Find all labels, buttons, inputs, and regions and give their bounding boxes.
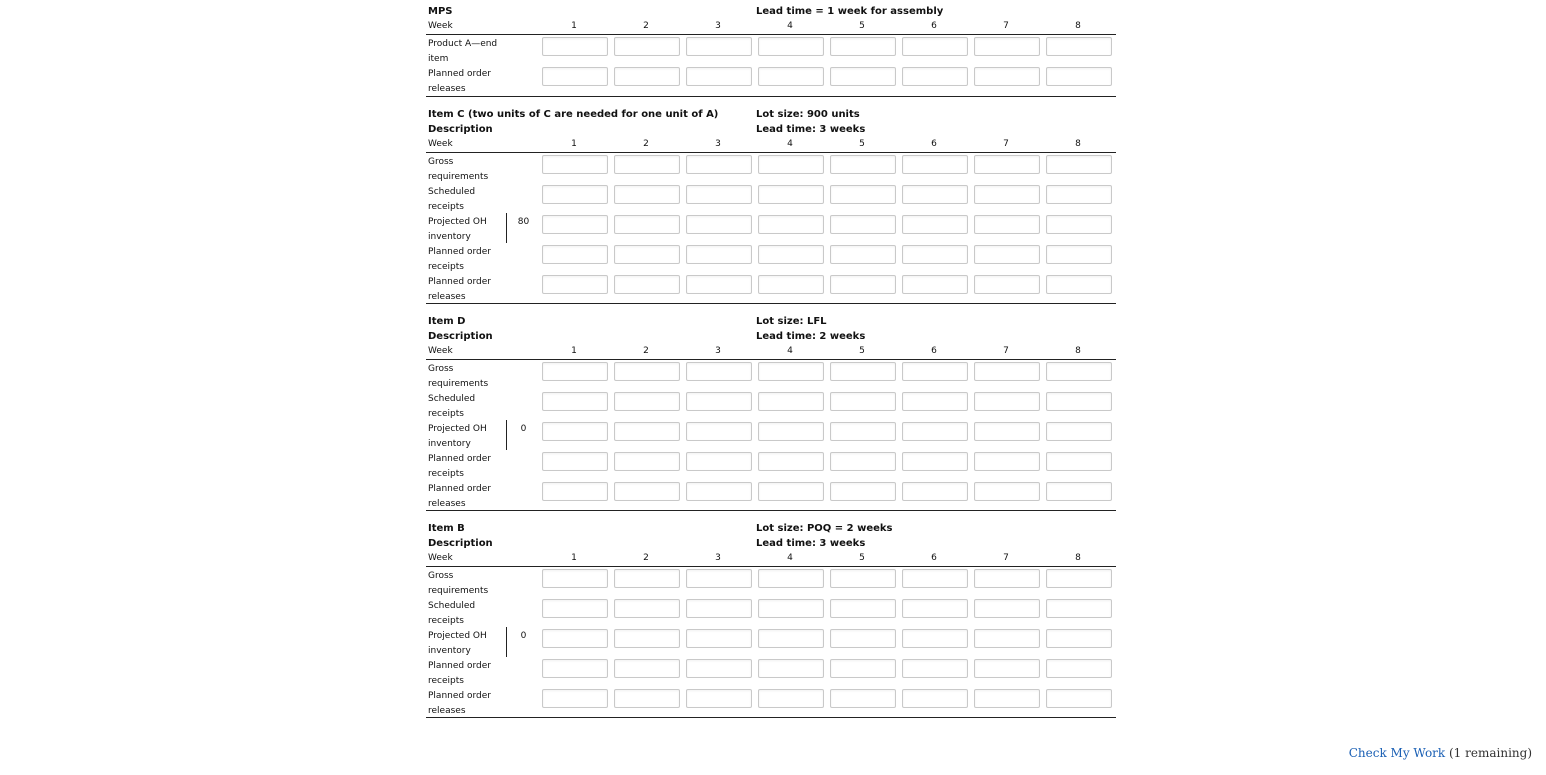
gross-requirements-week-8-input[interactable] (1046, 155, 1112, 174)
week-number-4: 4 (787, 139, 793, 149)
projected-oh-inventory-week-4-input[interactable] (758, 422, 824, 441)
planned-order-receipts-week-3-input[interactable] (686, 245, 752, 264)
week-header-row (426, 19, 1116, 35)
scheduled-receipts-row (426, 390, 1116, 420)
projected-oh-inventory-week-5-input[interactable] (830, 215, 896, 234)
gross-requirements-week-7-input[interactable] (974, 569, 1040, 588)
projected-oh-inventory-week-3-input[interactable] (686, 422, 752, 441)
planned-order-releases-week-1-input[interactable] (542, 67, 608, 86)
item-c-description-label: Description (428, 124, 493, 135)
scheduled-receipts-week-5-input[interactable] (830, 392, 896, 411)
projected-oh-inventory-week-7-input[interactable] (974, 422, 1040, 441)
planned-order-releases-week-2-input[interactable] (614, 689, 680, 708)
planned-order-releases-week-3-input[interactable] (686, 482, 752, 501)
projected-oh-inventory-week-4-input[interactable] (758, 629, 824, 648)
planned-order-releases-week-8-input[interactable] (1046, 689, 1112, 708)
product-a-end-item-week-2-input[interactable] (614, 37, 680, 56)
scheduled-receipts-week-4-input[interactable] (758, 185, 824, 204)
week-number-2: 2 (643, 346, 649, 356)
projected-oh-inventory-week-5-input[interactable] (830, 422, 896, 441)
week-number-7: 7 (1003, 139, 1009, 149)
item-b-section (426, 521, 1116, 718)
product-a-end-item-week-5-input[interactable] (830, 37, 896, 56)
planned-order-receipts-week-5-input[interactable] (830, 659, 896, 678)
planned-order-receipts-row (426, 243, 1116, 273)
projected-oh-inventory-week-3-input[interactable] (686, 629, 752, 648)
planned-order-receipts-week-5-input[interactable] (830, 245, 896, 264)
planned-order-releases-row (426, 480, 1116, 510)
week-number-8: 8 (1075, 553, 1081, 563)
gross-requirements-week-2-input[interactable] (614, 362, 680, 381)
week-number-7: 7 (1003, 21, 1009, 31)
scheduled-receipts-label: Scheduled receipts (428, 394, 476, 419)
planned-order-releases-week-4-input[interactable] (758, 689, 824, 708)
gross-requirements-week-7-input[interactable] (974, 155, 1040, 174)
mps-section (426, 4, 1116, 97)
planned-order-releases-week-4-input[interactable] (758, 67, 824, 86)
planned-order-releases-week-3-input[interactable] (686, 689, 752, 708)
scheduled-receipts-week-4-input[interactable] (758, 599, 824, 618)
scheduled-receipts-week-6-input[interactable] (902, 599, 968, 618)
item-c-lead-time: Lead time: 3 weeks (756, 124, 866, 135)
week-number-3: 3 (715, 553, 721, 563)
planned-order-releases-week-8-input[interactable] (1046, 275, 1112, 294)
scheduled-receipts-week-1-input[interactable] (542, 392, 608, 411)
gross-requirements-label: Gross requirements (428, 364, 489, 389)
gross-requirements-row (426, 153, 1116, 183)
planned-order-receipts-week-5-input[interactable] (830, 452, 896, 471)
gross-requirements-week-3-input[interactable] (686, 569, 752, 588)
gross-requirements-row (426, 567, 1116, 597)
week-number-2: 2 (643, 139, 649, 149)
scheduled-receipts-week-5-input[interactable] (830, 185, 896, 204)
item-c-title: Item C (two units of C are needed for one unit of A) (428, 109, 719, 120)
gross-requirements-week-1-input[interactable] (542, 155, 608, 174)
planned-order-releases-week-1-input[interactable] (542, 482, 608, 501)
planned-order-receipts-week-7-input[interactable] (974, 245, 1040, 264)
planned-order-releases-label: Planned order releases (428, 277, 491, 302)
planned-order-releases-week-5-input[interactable] (830, 275, 896, 294)
planned-order-releases-week-5-input[interactable] (830, 482, 896, 501)
week-label: Week (428, 553, 453, 563)
planned-order-releases-week-8-input[interactable] (1046, 482, 1112, 501)
planned-order-releases-week-7-input[interactable] (974, 689, 1040, 708)
planned-order-releases-row (426, 273, 1116, 303)
initial-inventory-value: 0 (506, 420, 540, 450)
gross-requirements-week-1-input[interactable] (542, 569, 608, 588)
product-a-end-item-week-8-input[interactable] (1046, 37, 1112, 56)
scheduled-receipts-week-7-input[interactable] (974, 599, 1040, 618)
week-header-row (426, 551, 1116, 567)
planned-order-releases-week-4-input[interactable] (758, 275, 824, 294)
planned-order-releases-week-6-input[interactable] (902, 67, 968, 86)
planned-order-releases-week-6-input[interactable] (902, 482, 968, 501)
week-number-5: 5 (859, 346, 865, 356)
product-a-end-item-week-7-input[interactable] (974, 37, 1040, 56)
planned-order-releases-week-4-input[interactable] (758, 482, 824, 501)
planned-order-releases-week-3-input[interactable] (686, 275, 752, 294)
item-b-title-row (426, 521, 1116, 536)
item-b-lead-time: Lead time: 3 weeks (756, 538, 866, 549)
week-number-7: 7 (1003, 553, 1009, 563)
mps-lead-time: Lead time = 1 week for assembly (756, 6, 944, 17)
scheduled-receipts-row (426, 597, 1116, 627)
gross-requirements-week-6-input[interactable] (902, 155, 968, 174)
projected-oh-inventory-week-4-input[interactable] (758, 215, 824, 234)
planned-order-releases-week-2-input[interactable] (614, 67, 680, 86)
scheduled-receipts-week-3-input[interactable] (686, 599, 752, 618)
week-label: Week (428, 21, 453, 31)
planned-order-releases-week-5-input[interactable] (830, 689, 896, 708)
projected-oh-inventory-week-3-input[interactable] (686, 215, 752, 234)
planned-order-receipts-week-7-input[interactable] (974, 659, 1040, 678)
scheduled-receipts-week-1-input[interactable] (542, 599, 608, 618)
planned-order-receipts-row (426, 657, 1116, 687)
week-number-1: 1 (571, 21, 577, 31)
product-a-end-item-week-4-input[interactable] (758, 37, 824, 56)
planned-order-receipts-week-4-input[interactable] (758, 245, 824, 264)
mrp-worksheet (426, 4, 1116, 718)
gross-requirements-week-2-input[interactable] (614, 569, 680, 588)
planned-order-receipts-week-2-input[interactable] (614, 452, 680, 471)
week-number-5: 5 (859, 139, 865, 149)
gross-requirements-label: Gross requirements (428, 571, 489, 596)
week-number-6: 6 (931, 139, 937, 149)
scheduled-receipts-week-6-input[interactable] (902, 185, 968, 204)
projected-oh-inventory-week-8-input[interactable] (1046, 215, 1112, 234)
planned-order-receipts-label: Planned order receipts (428, 247, 491, 272)
product-a-end-item-week-3-input[interactable] (686, 37, 752, 56)
projected-oh-inventory-week-8-input[interactable] (1046, 629, 1112, 648)
scheduled-receipts-week-5-input[interactable] (830, 599, 896, 618)
planned-order-releases-row (426, 65, 1116, 95)
planned-order-receipts-week-8-input[interactable] (1046, 245, 1112, 264)
gross-requirements-week-8-input[interactable] (1046, 362, 1112, 381)
planned-order-receipts-week-3-input[interactable] (686, 659, 752, 678)
week-number-1: 1 (571, 553, 577, 563)
projected-oh-inventory-week-1-input[interactable] (542, 629, 608, 648)
initial-inventory-value: 0 (506, 627, 540, 657)
planned-order-releases-week-6-input[interactable] (902, 689, 968, 708)
gross-requirements-week-3-input[interactable] (686, 155, 752, 174)
planned-order-receipts-week-8-input[interactable] (1046, 452, 1112, 471)
gross-requirements-week-8-input[interactable] (1046, 569, 1112, 588)
planned-order-releases-label: Planned order releases (428, 484, 491, 509)
gross-requirements-week-2-input[interactable] (614, 155, 680, 174)
scheduled-receipts-week-3-input[interactable] (686, 392, 752, 411)
projected-oh-inventory-label: Projected OH inventory (428, 631, 487, 656)
planned-order-receipts-week-7-input[interactable] (974, 452, 1040, 471)
scheduled-receipts-label: Scheduled receipts (428, 187, 476, 212)
item-b-description-label: Description (428, 538, 493, 549)
scheduled-receipts-week-8-input[interactable] (1046, 392, 1112, 411)
scheduled-receipts-week-8-input[interactable] (1046, 185, 1112, 204)
week-header-row (426, 344, 1116, 360)
planned-order-releases-week-7-input[interactable] (974, 482, 1040, 501)
projected-oh-inventory-week-5-input[interactable] (830, 629, 896, 648)
planned-order-receipts-week-6-input[interactable] (902, 659, 968, 678)
item-b-description-row (426, 536, 1116, 551)
week-number-8: 8 (1075, 346, 1081, 356)
planned-order-receipts-label: Planned order receipts (428, 661, 491, 686)
projected-oh-inventory-week-2-input[interactable] (614, 422, 680, 441)
remaining-attempts: (1 remaining) (1449, 746, 1532, 760)
item-c-lot-size: Lot size: 900 units (756, 109, 860, 120)
gross-requirements-label: Gross requirements (428, 157, 489, 182)
item-b-lot-size: Lot size: POQ = 2 weeks (756, 523, 893, 534)
week-number-6: 6 (931, 553, 937, 563)
projected-oh-inventory-week-6-input[interactable] (902, 629, 968, 648)
planned-order-receipts-week-2-input[interactable] (614, 245, 680, 264)
week-number-4: 4 (787, 21, 793, 31)
scheduled-receipts-row (426, 183, 1116, 213)
projected-oh-inventory-week-2-input[interactable] (614, 629, 680, 648)
week-number-3: 3 (715, 139, 721, 149)
scheduled-receipts-week-3-input[interactable] (686, 185, 752, 204)
planned-order-receipts-label: Planned order receipts (428, 454, 491, 479)
planned-order-releases-week-7-input[interactable] (974, 275, 1040, 294)
check-my-work-link[interactable]: Check My Work (1348, 746, 1446, 760)
week-number-2: 2 (643, 553, 649, 563)
week-number-1: 1 (571, 139, 577, 149)
week-number-3: 3 (715, 21, 721, 31)
item-d-title: Item D (428, 316, 466, 327)
product-a-end-item-row (426, 35, 1116, 65)
projected-oh-inventory-week-2-input[interactable] (614, 215, 680, 234)
product-a-end-item-week-6-input[interactable] (902, 37, 968, 56)
planned-order-releases-week-2-input[interactable] (614, 275, 680, 294)
projected-oh-inventory-week-1-input[interactable] (542, 215, 608, 234)
planned-order-releases-week-6-input[interactable] (902, 275, 968, 294)
week-number-8: 8 (1075, 139, 1081, 149)
planned-order-receipts-week-4-input[interactable] (758, 659, 824, 678)
planned-order-receipts-week-4-input[interactable] (758, 452, 824, 471)
gross-requirements-week-5-input[interactable] (830, 569, 896, 588)
planned-order-receipts-week-1-input[interactable] (542, 659, 608, 678)
scheduled-receipts-week-2-input[interactable] (614, 185, 680, 204)
week-label: Week (428, 139, 453, 149)
projected-oh-inventory-row (426, 213, 1116, 243)
scheduled-receipts-week-4-input[interactable] (758, 392, 824, 411)
item-c-title-row (426, 107, 1116, 122)
planned-order-releases-week-7-input[interactable] (974, 67, 1040, 86)
gross-requirements-week-4-input[interactable] (758, 155, 824, 174)
planned-order-releases-label: Planned order releases (428, 691, 491, 716)
projected-oh-inventory-week-8-input[interactable] (1046, 422, 1112, 441)
item-c-description-row (426, 122, 1116, 137)
gross-requirements-week-6-input[interactable] (902, 362, 968, 381)
week-number-7: 7 (1003, 346, 1009, 356)
planned-order-releases-week-2-input[interactable] (614, 482, 680, 501)
week-number-6: 6 (931, 346, 937, 356)
scheduled-receipts-week-6-input[interactable] (902, 392, 968, 411)
product-a-end-item-week-1-input[interactable] (542, 37, 608, 56)
gross-requirements-week-7-input[interactable] (974, 362, 1040, 381)
planned-order-receipts-week-8-input[interactable] (1046, 659, 1112, 678)
gross-requirements-week-4-input[interactable] (758, 362, 824, 381)
week-number-6: 6 (931, 21, 937, 31)
week-number-3: 3 (715, 346, 721, 356)
planned-order-releases-week-1-input[interactable] (542, 275, 608, 294)
planned-order-receipts-week-3-input[interactable] (686, 452, 752, 471)
planned-order-releases-row (426, 687, 1116, 717)
item-b-title: Item B (428, 523, 465, 534)
projected-oh-inventory-week-1-input[interactable] (542, 422, 608, 441)
scheduled-receipts-week-2-input[interactable] (614, 392, 680, 411)
planned-order-releases-week-8-input[interactable] (1046, 67, 1112, 86)
item-d-title-row (426, 314, 1116, 329)
week-number-5: 5 (859, 21, 865, 31)
gross-requirements-week-3-input[interactable] (686, 362, 752, 381)
week-number-4: 4 (787, 553, 793, 563)
item-d-lead-time: Lead time: 2 weeks (756, 331, 866, 342)
projected-oh-inventory-week-7-input[interactable] (974, 215, 1040, 234)
projected-oh-inventory-week-6-input[interactable] (902, 422, 968, 441)
scheduled-receipts-week-8-input[interactable] (1046, 599, 1112, 618)
week-number-1: 1 (571, 346, 577, 356)
projected-oh-inventory-row (426, 420, 1116, 450)
projected-oh-inventory-label: Projected OH inventory (428, 424, 487, 449)
gross-requirements-week-5-input[interactable] (830, 362, 896, 381)
scheduled-receipts-week-7-input[interactable] (974, 185, 1040, 204)
gross-requirements-week-4-input[interactable] (758, 569, 824, 588)
gross-requirements-week-5-input[interactable] (830, 155, 896, 174)
week-number-5: 5 (859, 553, 865, 563)
item-c-section (426, 107, 1116, 304)
planned-order-receipts-week-2-input[interactable] (614, 659, 680, 678)
gross-requirements-row (426, 360, 1116, 390)
scheduled-receipts-label: Scheduled receipts (428, 601, 476, 626)
week-number-2: 2 (643, 21, 649, 31)
planned-order-releases-week-5-input[interactable] (830, 67, 896, 86)
projected-oh-inventory-row (426, 627, 1116, 657)
planned-order-receipts-week-6-input[interactable] (902, 245, 968, 264)
planned-order-receipts-row (426, 450, 1116, 480)
week-number-8: 8 (1075, 21, 1081, 31)
planned-order-releases-week-1-input[interactable] (542, 689, 608, 708)
item-d-description-label: Description (428, 331, 493, 342)
scheduled-receipts-week-2-input[interactable] (614, 599, 680, 618)
scheduled-receipts-week-1-input[interactable] (542, 185, 608, 204)
product-a-end-item-label: Product A—end item (428, 39, 498, 64)
item-d-description-row (426, 329, 1116, 344)
projected-oh-inventory-label: Projected OH inventory (428, 217, 487, 242)
projected-oh-inventory-week-7-input[interactable] (974, 629, 1040, 648)
mps-header (426, 4, 1116, 19)
planned-order-receipts-week-6-input[interactable] (902, 452, 968, 471)
week-number-4: 4 (787, 346, 793, 356)
mps-title: MPS (428, 6, 453, 17)
planned-order-receipts-week-1-input[interactable] (542, 452, 608, 471)
gross-requirements-week-1-input[interactable] (542, 362, 608, 381)
gross-requirements-week-6-input[interactable] (902, 569, 968, 588)
item-d-section (426, 314, 1116, 511)
projected-oh-inventory-week-6-input[interactable] (902, 215, 968, 234)
planned-order-releases-label: Planned order releases (428, 69, 491, 94)
item-d-lot-size: Lot size: LFL (756, 316, 827, 327)
initial-inventory-value: 80 (506, 213, 540, 243)
footer (1349, 746, 1532, 760)
week-header-row (426, 137, 1116, 153)
week-label: Week (428, 346, 453, 356)
planned-order-receipts-week-1-input[interactable] (542, 245, 608, 264)
scheduled-receipts-week-7-input[interactable] (974, 392, 1040, 411)
planned-order-releases-week-3-input[interactable] (686, 67, 752, 86)
